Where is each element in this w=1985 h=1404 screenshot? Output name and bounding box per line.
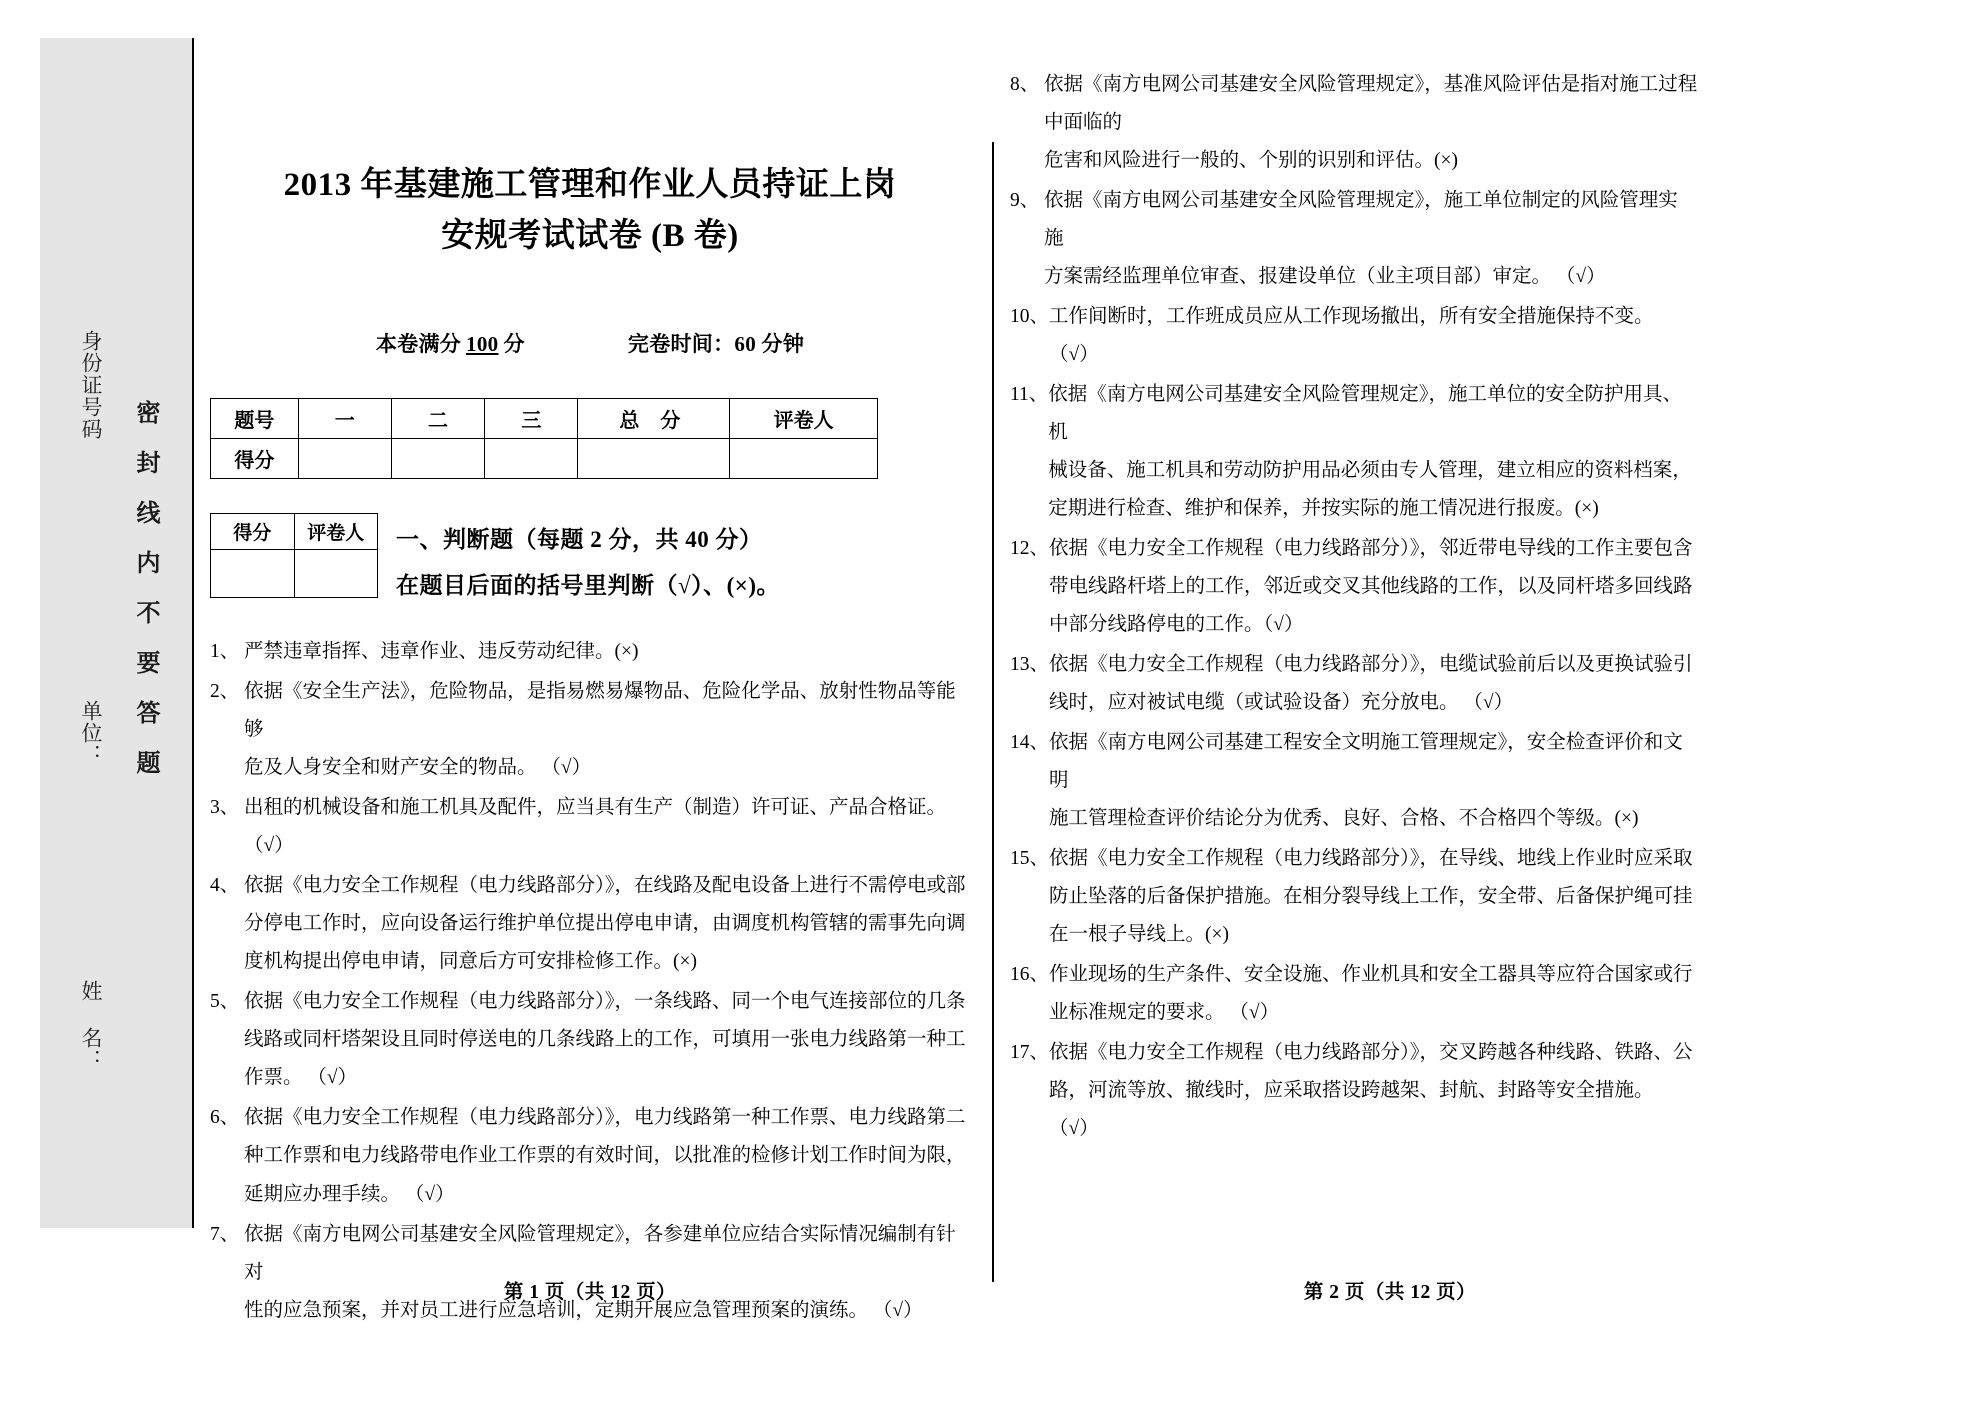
question-item [1010, 376, 1770, 528]
question-number: 7、 [210, 1223, 240, 1245]
table-row [211, 550, 378, 598]
table-row [211, 514, 378, 550]
question-line: 出租的机械设备和施工机具及配件，应当具有生产（制造）许可证、产品合格证。 [244, 797, 947, 819]
question-line: 危害和风险进行一般的、个别的识别和评估。(×) [1044, 150, 1458, 172]
question-number: 14、 [1010, 732, 1050, 754]
section-score-cell[interactable] [211, 550, 295, 598]
question-line: （√） [244, 835, 294, 857]
full-score-value: 100 [466, 332, 499, 357]
page-1-footer: 第 1 页（共 12 页） [503, 1282, 677, 1303]
question-text [1048, 376, 1770, 528]
grade-col-total: 总 分 [578, 399, 730, 439]
question-text [1049, 1034, 1770, 1148]
page-2-column [1010, 60, 1770, 1150]
question-line: 分停电工作时，应向设备运行维护单位提出停电申请，由调度机构管辖的需事先向调 [244, 913, 966, 935]
question-item [1010, 298, 1770, 374]
seal-id-number-label: 身份证号码 [79, 330, 103, 440]
question-line: 线时，应对被试电缆（或试验设备）充分放电。 （√） [1049, 692, 1514, 714]
question-line: 工作间断时，工作班成员应从工作现场撤出，所有安全措施保持不变。 [1049, 306, 1654, 328]
question-item [210, 1099, 970, 1213]
question-line: 依据《南方电网公司基建安全风险管理规定》，施工单位制定的风险管理实 [1044, 190, 1678, 212]
section-1-title: 一、判断题（每题 2 分，共 40 分） [396, 527, 763, 553]
seal-unit-label: 单位： [79, 700, 103, 766]
question-line: 依据《电力安全工作规程（电力线路部分）》，一条线路、同一个电气连接部位的几条 [244, 991, 966, 1013]
question-line: 依据《电力安全工作规程（电力线路部分）》，在导线、地线上作业时应采取 [1049, 848, 1693, 870]
grade-col-rater: 评卷人 [730, 399, 878, 439]
question-text [1049, 956, 1770, 1032]
question-item [1010, 956, 1770, 1032]
question-item [1010, 66, 1770, 180]
question-list-right [1010, 60, 1770, 1148]
exam-meta-line [210, 328, 970, 358]
question-number: 4、 [210, 875, 240, 897]
grade-cell-total[interactable] [578, 439, 730, 479]
question-text [244, 633, 970, 671]
title-line-2: 安规考试试卷 (B 卷) [441, 218, 739, 255]
grade-row-label-score: 得分 [211, 439, 299, 479]
question-text [1044, 182, 1770, 296]
question-line: 作业现场的生产条件、安全设施、作业机具和安全工器具等应符合国家或行 [1049, 964, 1693, 986]
section-1-header-block [210, 479, 970, 609]
question-line: 依据《电力安全工作规程（电力线路部分）》，电力线路第一种工作票、电力线路第二 [244, 1107, 966, 1129]
question-line: 严禁违章指挥、违章作业、违反劳动纪律。(×) [244, 641, 639, 663]
grade-summary-table [210, 398, 878, 479]
section-1-score-table [210, 513, 378, 598]
grade-cell-rater[interactable] [730, 439, 878, 479]
question-line: 依据《南方电网公司基建安全风险管理规定》，各参建单位应结合实际情况编制有针对 [244, 1223, 956, 1283]
grade-cell-3[interactable] [485, 439, 578, 479]
section-rater-label: 评卷人 [294, 514, 378, 550]
grade-col-3: 三 [485, 399, 578, 439]
question-number: 3、 [210, 797, 240, 819]
seal-name-label: 姓 名： [79, 980, 103, 1071]
question-line: 度机构提出停电申请，同意后方可安排检修工作。(×) [244, 951, 697, 973]
question-text [1049, 724, 1770, 838]
seal-line-warning-text: 密封线内不要答题 [132, 400, 158, 800]
question-line: 依据《电力安全工作规程（电力线路部分）》，邻近带电导线的工作主要包含 [1049, 538, 1693, 560]
question-item [1010, 530, 1770, 644]
page-2-footer: 第 2 页（共 12 页） [1303, 1282, 1477, 1303]
question-number: 9、 [1010, 190, 1040, 212]
question-item [210, 789, 970, 865]
section-score-label: 得分 [211, 514, 295, 550]
grade-cell-2[interactable] [391, 439, 484, 479]
question-line: 种工作票和电力线路带电作业工作票的有效时间，以批准的检修计划工作时间为限， [244, 1145, 966, 1167]
question-number: 12、 [1010, 538, 1050, 560]
question-line: （√） [1049, 1118, 1099, 1140]
question-line: 防止坠落的后备保护措施。在相分裂导线上工作，安全带、后备保护绳可挂 [1049, 886, 1693, 908]
question-item [210, 983, 970, 1097]
seal-strip [40, 38, 192, 1228]
question-item [210, 867, 970, 981]
grade-cell-1[interactable] [298, 439, 391, 479]
question-line: 械设备、施工机具和劳动防护用品必须由专人管理，建立相应的资料档案， [1048, 460, 1692, 482]
question-number: 10、 [1010, 306, 1050, 328]
question-item [1010, 724, 1770, 838]
question-number: 1、 [210, 641, 240, 663]
question-line: 中部分线路停电的工作。（√） [1049, 614, 1304, 636]
question-line: （√） [1049, 344, 1099, 366]
question-line: 路，河流等放、撤线时，应采取搭设跨越架、封航、封路等安全措施。 [1049, 1080, 1654, 1102]
question-item [210, 673, 970, 787]
question-number: 2、 [210, 681, 240, 703]
page-title [210, 160, 970, 262]
question-number: 17、 [1010, 1042, 1050, 1064]
question-text [1044, 66, 1770, 180]
question-text [244, 789, 970, 865]
table-row [211, 399, 878, 439]
question-line: 性的应急预案，并对员工进行应急培训，定期开展应急管理预案的演练。 （√） [244, 1299, 923, 1321]
table-row [211, 439, 878, 479]
grade-col-1: 一 [298, 399, 391, 439]
question-line: 作票。 （√） [244, 1067, 358, 1089]
full-score-unit: 分 [503, 332, 525, 357]
question-line: 方案需经监理单位审查、报建设单位（业主项目部）审定。 （√） [1044, 266, 1606, 288]
question-line: 定期进行检查、维护和保养，并按实际的施工情况进行报废。(×) [1048, 498, 1599, 520]
question-text [1049, 840, 1770, 954]
grade-col-2: 二 [391, 399, 484, 439]
section-1-instruction: 在题目后面的括号里判断（√）、(×)。 [396, 573, 781, 599]
question-line: 机 [1048, 422, 1068, 444]
column-divider [992, 142, 994, 1282]
question-number: 16、 [1010, 964, 1050, 986]
question-line: 依据《南方电网公司基建安全风险管理规定》，施工单位的安全防护用具、 [1048, 384, 1683, 406]
question-line: 中面临的 [1044, 112, 1123, 134]
question-text [244, 1216, 970, 1330]
question-number: 5、 [210, 991, 240, 1013]
question-line: 危及人身安全和财产安全的物品。 （√） [244, 757, 592, 779]
question-text [1049, 646, 1770, 722]
question-number: 13、 [1010, 654, 1050, 676]
question-text [244, 673, 970, 787]
question-item [1010, 182, 1770, 296]
question-number: 15、 [1010, 848, 1050, 870]
question-number: 11、 [1010, 384, 1049, 406]
grade-row-label-question-no: 题号 [211, 399, 299, 439]
question-line: 延期应办理手续。 （√） [244, 1183, 455, 1205]
question-line: 依据《电力安全工作规程（电力线路部分）》，在线路及配电设备上进行不需停电或部 [244, 875, 966, 897]
seal-strip-rule [192, 38, 194, 1228]
question-text [244, 867, 970, 981]
question-line: 在一根子导线上。(×) [1049, 924, 1230, 946]
full-score-label: 本卷满分 [375, 332, 462, 357]
question-text [244, 1099, 970, 1213]
section-1-heading [396, 479, 970, 609]
question-line: 明 [1049, 770, 1069, 792]
question-line: 施工管理检查评价结论分为优秀、良好、合格、不合格四个等级。(×) [1049, 808, 1639, 830]
section-rater-cell[interactable] [294, 550, 378, 598]
question-item [1010, 1034, 1770, 1148]
question-line: 依据《安全生产法》，危险物品，是指易燃易爆物品、危险化学品、放射性物品等能够 [244, 681, 956, 741]
title-line-1: 2013 年基建施工管理和作业人员持证上岗 [283, 167, 897, 203]
question-line: 带电线路杆塔上的工作，邻近或交叉其他线路的工作，以及同杆塔多回线路 [1049, 576, 1693, 598]
question-line: 线路或同杆塔架设且同时停送电的几条线路上的工作，可填用一张电力线路第一种工 [244, 1029, 966, 1051]
question-line: 业标准规定的要求。 （√） [1049, 1002, 1280, 1024]
question-item [210, 1216, 970, 1330]
question-text [244, 983, 970, 1097]
question-line: 依据《南方电网公司基建安全风险管理规定》，基准风险评估是指对施工过程 [1044, 74, 1698, 95]
question-line: 依据《电力安全工作规程（电力线路部分）》，交叉跨越各种线路、铁路、公 [1049, 1042, 1693, 1064]
question-text [1049, 298, 1770, 374]
question-number: 8、 [1010, 74, 1040, 95]
time-label: 完卷时间： [627, 332, 735, 357]
question-list-left [210, 633, 970, 1329]
question-number: 6、 [210, 1107, 240, 1129]
question-item [210, 633, 970, 671]
question-line: 依据《电力安全工作规程（电力线路部分）》，电缆试验前后以及更换试验引 [1049, 654, 1693, 676]
question-item [1010, 646, 1770, 722]
question-text [1049, 530, 1770, 644]
time-value: 60 分钟 [734, 332, 805, 357]
page-1-column [210, 60, 970, 1332]
question-item [1010, 840, 1770, 954]
question-line: 依据《南方电网公司基建工程安全文明施工管理规定》，安全检查评价和文 [1049, 732, 1683, 754]
question-line: 施 [1044, 228, 1064, 250]
